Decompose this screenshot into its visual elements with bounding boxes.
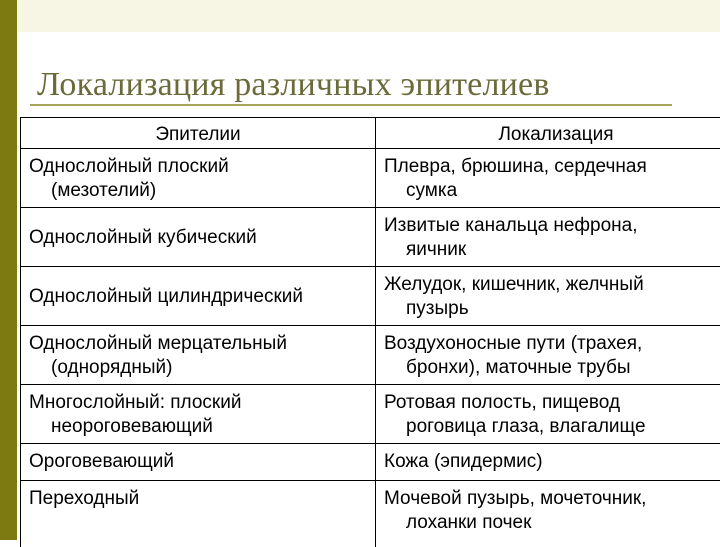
table-row: [21, 208, 720, 267]
location-cell: [376, 149, 720, 208]
location-cell: [376, 481, 720, 547]
epithelium-cell: [21, 267, 376, 326]
cell-line: Извитые канальца нефрона,: [384, 215, 638, 236]
table-row: [21, 481, 720, 547]
epithelium-cell: [21, 208, 376, 267]
cell-line: Ротовая полость, пищевод: [384, 392, 620, 413]
cell-line: Однослойный кубический: [29, 214, 367, 250]
cell-line: Однослойный цилиндрический: [29, 273, 367, 309]
location-cell: [376, 444, 720, 481]
accent-bar-left: [0, 0, 17, 540]
cell-line: Однослойный плоский: [29, 156, 229, 177]
cell-line: Плевра, брюшина, сердечная: [384, 156, 647, 177]
cell-line: яичник: [384, 238, 720, 262]
slide-title: Локализация различных эпителиев: [37, 66, 550, 104]
accent-bar-top: [17, 0, 720, 32]
epithelium-cell: [21, 326, 376, 385]
header-epithelium: Эпителии: [21, 118, 376, 149]
cell-line: роговица глаза, влагалище: [384, 415, 720, 439]
epithelium-cell: [21, 481, 376, 547]
table-row: [21, 385, 720, 444]
epithelium-cell: [21, 444, 376, 481]
location-cell: [376, 267, 720, 326]
cell-line: Кожа (эпидермис): [384, 451, 543, 472]
cell-line: Однослойный мерцательный: [29, 333, 287, 354]
cell-line: Ороговевающий: [29, 451, 174, 472]
cell-line: (мезотелий): [29, 179, 367, 203]
cell-line: неороговевающий: [29, 415, 367, 439]
table-row: [21, 444, 720, 481]
table-header-row: [21, 118, 720, 149]
location-cell: [376, 208, 720, 267]
cell-line: сумка: [384, 179, 720, 203]
cell-line: Многослойный: плоский: [29, 392, 241, 413]
cell-line: Воздухоносные пути (трахея,: [384, 333, 642, 354]
location-cell: [376, 385, 720, 444]
cell-line: Переходный: [29, 488, 139, 509]
epithelium-cell: [21, 149, 376, 208]
location-cell: [376, 326, 720, 385]
cell-line: лоханки почек: [384, 511, 720, 535]
cell-line: пузырь: [384, 297, 720, 321]
cell-line: (однорядный): [29, 356, 367, 380]
epithelium-table: [20, 117, 720, 547]
table-row: [21, 326, 720, 385]
cell-line: бронхи), маточные трубы: [384, 356, 720, 380]
table-row: [21, 149, 720, 208]
epithelium-cell: [21, 385, 376, 444]
header-location: Локализация: [376, 118, 720, 149]
cell-line: Желудок, кишечник, желчный: [384, 274, 644, 295]
title-underline: [30, 104, 672, 106]
table-row: [21, 267, 720, 326]
cell-line: Мочевой пузырь, мочеточник,: [384, 488, 646, 509]
